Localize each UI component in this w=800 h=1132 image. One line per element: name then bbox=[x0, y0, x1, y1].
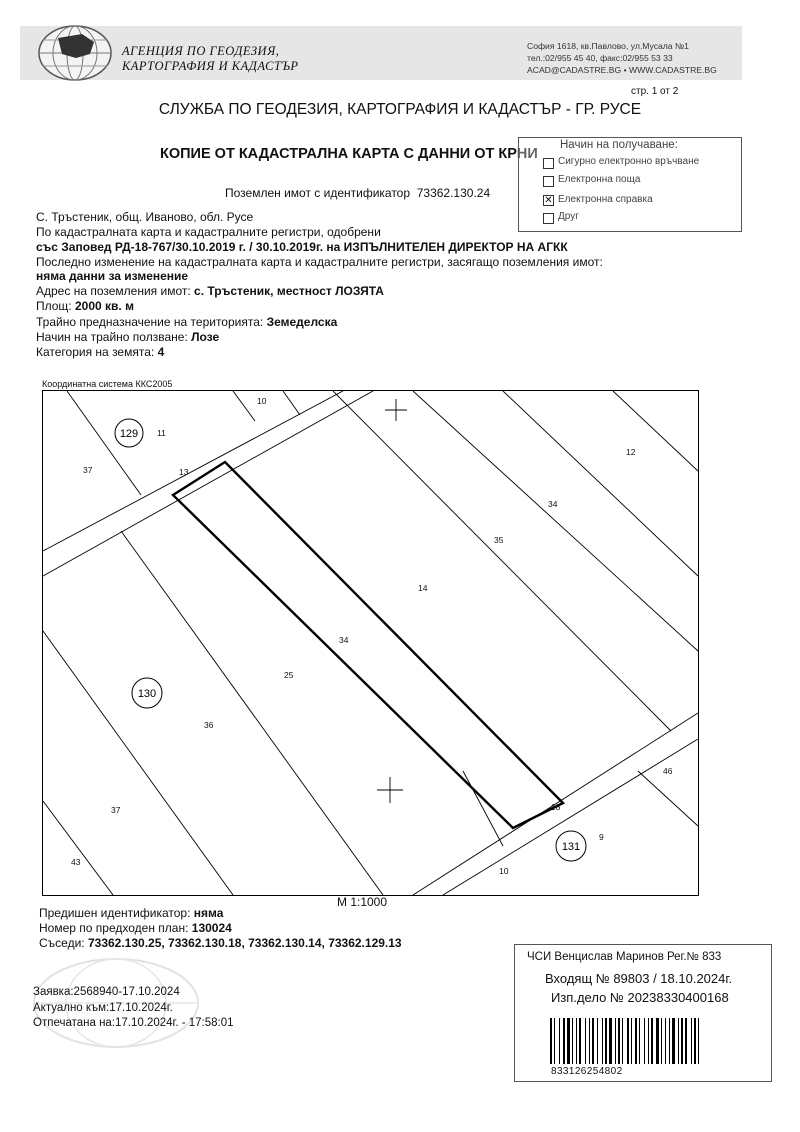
actual-date: Актуално към:17.10.2024г. bbox=[33, 1002, 173, 1014]
neighbors-row bbox=[39, 936, 402, 950]
agency-name-line1: АГЕНЦИЯ ПО ГЕОДЕЗИЯ, bbox=[122, 44, 280, 58]
document-title: КОПИЕ ОТ КАДАСТРАЛНА КАРТА С ДАННИ ОТ КРНИ bbox=[160, 146, 538, 162]
target-parcel-outline bbox=[173, 462, 563, 828]
parcel-label: 36 bbox=[204, 720, 214, 730]
cadastral-map bbox=[42, 390, 699, 896]
svg-text:130: 130 bbox=[137, 688, 157, 700]
purpose-value: Земеделска bbox=[266, 315, 338, 329]
agency-name-line2: КАРТОГРАФИЯ И КАДАСТЪР bbox=[122, 59, 299, 73]
category-row bbox=[36, 345, 164, 359]
agency-address: София 1618, кв.Павлово, ул.Мусала №1 bbox=[527, 41, 689, 51]
receipt-option-checkbox-checked: ✕ bbox=[544, 195, 553, 206]
parcel-label: 25 bbox=[284, 670, 294, 680]
parcel-boundary-line bbox=[233, 391, 255, 421]
block-number-131 bbox=[556, 831, 586, 861]
parcel-boundary-line bbox=[121, 531, 383, 895]
parcel-label: 43 bbox=[71, 857, 81, 867]
parcel-label: 37 bbox=[83, 465, 93, 475]
usage-label: Начин на трайно ползване: bbox=[36, 330, 188, 344]
svg-text:129: 129 bbox=[119, 428, 139, 440]
parcel-label: 13 bbox=[179, 467, 189, 477]
printed-date: Отпечатана на:17.10.2024г. - 17:58:01 bbox=[33, 1017, 234, 1029]
agency-email-web: ACAD@CADASTRE.BG • WWW.CADASTRE.BG bbox=[527, 65, 717, 75]
case-number: Изп.дело № 20238330400168 bbox=[551, 990, 729, 1005]
usage-row bbox=[36, 330, 219, 344]
parcel-label: 14 bbox=[418, 583, 428, 593]
identifier-label: Поземлен имот с идентификатор bbox=[225, 186, 411, 200]
previous-identifier-row bbox=[39, 906, 223, 920]
parcel-label: 10 bbox=[257, 396, 267, 406]
parcel-boundary-line bbox=[638, 771, 698, 826]
approval-order: със Заповед РД-18-767/30.10.2019 г. / 30.10.2019г. на ИЗПЪЛНИТЕЛЕН ДИРЕКТОР НА АГКК bbox=[36, 240, 568, 254]
address-row bbox=[36, 284, 384, 298]
area-label: Площ: bbox=[36, 299, 72, 313]
parcel-label: 34 bbox=[339, 635, 349, 645]
road-edge-line bbox=[443, 739, 698, 895]
parcel-label: 46 bbox=[663, 766, 673, 776]
request-number: Заявка:2568940-17.10.2024 bbox=[33, 986, 180, 998]
parcel-label: 18 bbox=[551, 802, 561, 812]
parcel-boundary-line bbox=[283, 391, 300, 415]
receipt-option-checkbox bbox=[543, 158, 554, 169]
svg-text:131: 131 bbox=[561, 841, 581, 853]
receipt-option-label: Друг bbox=[558, 211, 579, 222]
receipt-option-checkbox bbox=[543, 213, 554, 224]
previous-plan-row bbox=[39, 921, 232, 935]
parcel-label: 11 bbox=[157, 428, 166, 438]
parcel-label: 10 bbox=[499, 866, 509, 876]
usage-value: Лозе bbox=[191, 330, 220, 344]
parcel-label: 9 bbox=[599, 832, 604, 842]
parcel-boundary-line bbox=[43, 631, 233, 895]
neighbors-value: 73362.130.25, 73362.130.18, 73362.130.14, 73362.129.13 bbox=[87, 936, 402, 950]
purpose-row bbox=[36, 315, 337, 329]
service-title: СЛУЖБА ПО ГЕОДЕЗИЯ, КАРТОГРАФИЯ И КАДАСТЪР - ГР. РУСЕ bbox=[158, 101, 642, 118]
parcel-boundary-line bbox=[67, 391, 141, 495]
prev-id-label: Предишен идентификатор: bbox=[39, 906, 191, 920]
agency-phone: тел.:02/955 45 40, факс:02/955 53 33 bbox=[527, 53, 673, 63]
purpose-label: Трайно предназначение на територията: bbox=[36, 315, 264, 329]
page-indicator: стр. 1 от 2 bbox=[631, 86, 679, 97]
grid-crosshair-icon bbox=[377, 777, 403, 803]
category-value: 4 bbox=[157, 345, 165, 359]
receipt-option-label: Електронна поща bbox=[558, 174, 641, 185]
parcel-boundary-line bbox=[503, 391, 698, 576]
parcel-label: 35 bbox=[494, 535, 504, 545]
last-change-value: няма данни за изменение bbox=[36, 269, 189, 283]
last-change-label: Последно изменение на кадастралната карта и кадастралните регистри, засягащо поземления имот: bbox=[36, 255, 603, 269]
receipt-option-checkbox bbox=[543, 176, 554, 187]
receipt-option-label: Сигурно електронно връчване bbox=[558, 156, 700, 167]
parcel-boundary-line bbox=[43, 801, 113, 895]
barcode-number: 833126254802 bbox=[551, 1066, 623, 1077]
address-value: с. Тръстеник, местност ЛОЗЯТА bbox=[194, 284, 384, 298]
block-number-130 bbox=[132, 678, 162, 708]
plan-no-value: 130024 bbox=[191, 921, 232, 935]
incoming-number: Входящ № 89803 / 18.10.2024г. bbox=[545, 971, 733, 986]
prev-id-value: няма bbox=[193, 906, 224, 920]
map-scale: М 1:1000 bbox=[337, 895, 388, 909]
parcel-boundary-line bbox=[463, 771, 503, 846]
neighbors-label: Съседи: bbox=[39, 936, 85, 950]
cadastral-map-drawing bbox=[43, 391, 698, 895]
address-label: Адрес на поземления имот: bbox=[36, 284, 191, 298]
area-value: 2000 кв. м bbox=[75, 299, 134, 313]
parcel-boundary-line bbox=[333, 391, 671, 731]
coordinate-system-label: Координатна система ККС2005 bbox=[42, 379, 173, 389]
parcel-boundary-line bbox=[413, 391, 698, 651]
parcel-boundary-line bbox=[613, 391, 698, 471]
category-label: Категория на земята: bbox=[36, 345, 155, 359]
property-location: С. Тръстеник, общ. Иваново, обл. Русе bbox=[36, 210, 254, 224]
bailiff-name: ЧСИ Венцислав Маринов Рег.№ 833 bbox=[527, 951, 722, 963]
block-number-129 bbox=[115, 419, 143, 447]
agency-globe-logo-icon bbox=[36, 24, 114, 82]
parcel-label: 12 bbox=[626, 447, 636, 457]
approval-line: По кадастралната карта и кадастралните регистри, одобрени bbox=[36, 225, 381, 239]
plan-no-label: Номер по предходен план: bbox=[39, 921, 189, 935]
identifier-line bbox=[225, 186, 490, 200]
area-row bbox=[36, 299, 134, 313]
barcode-icon bbox=[550, 1018, 763, 1064]
parcel-label: 37 bbox=[111, 805, 121, 815]
grid-crosshair-icon bbox=[385, 399, 407, 421]
receipt-heading: Начин на получаване: bbox=[560, 139, 678, 151]
road-edge-line bbox=[43, 391, 373, 576]
receipt-option-label: Електронна справка bbox=[558, 194, 653, 205]
identifier-value: 73362.130.24 bbox=[416, 186, 491, 200]
parcel-label: 34 bbox=[548, 499, 558, 509]
